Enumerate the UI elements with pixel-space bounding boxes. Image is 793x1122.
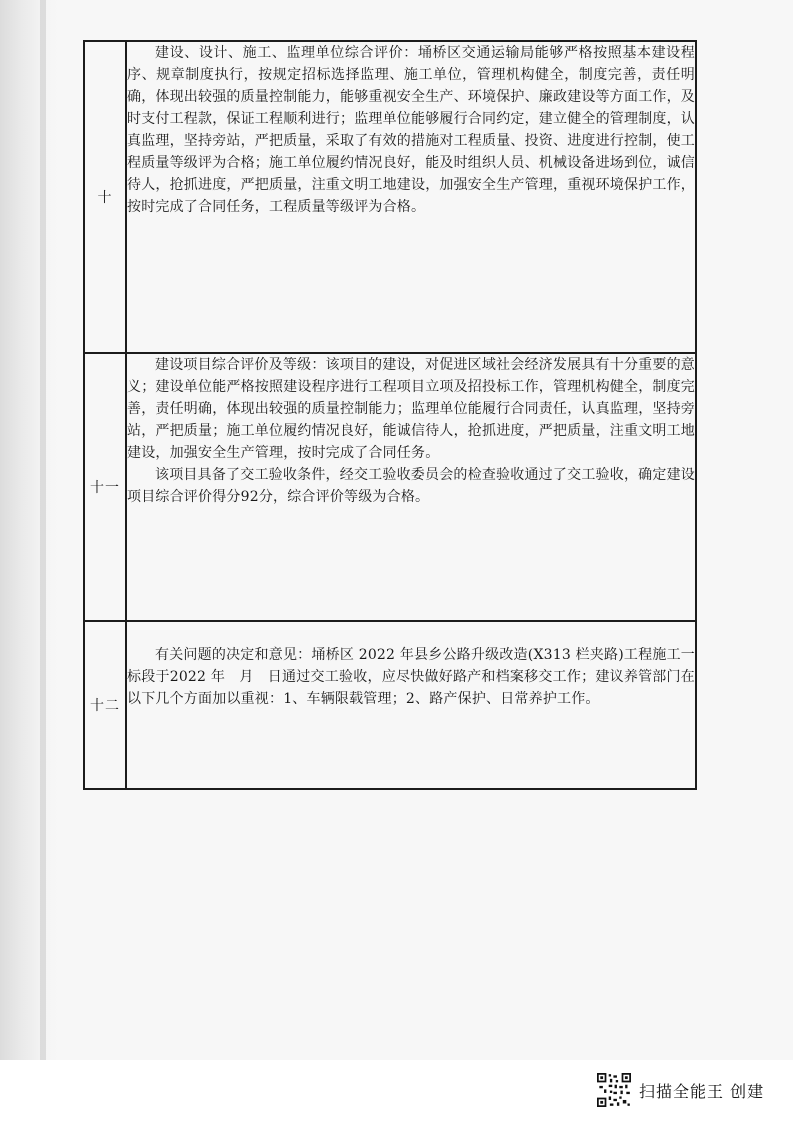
scanner-brand-text: 扫描全能王 创建 (639, 1081, 765, 1101)
paragraph: 建设、设计、施工、监理单位综合评价：埇桥区交通运输局能够严格按照基本建设程序、规章制度执行，按规定招标选择监理、施工单位，管理机构健全，制度完善，责任明确，体现出较强的质量控制能力，能够重视安全生产、环境保护、廉政建设等方面工作，及时支付工程款，保证工程顺利进行；监理单位能够履行合同约定，建立健全的管理制度，认真监理，坚持旁站，严把质量，采取了有效的措施对工程质量、投资、进度进行控制，使工程质量等级评为合格；施工单位履约情况良好，能及时组织人员、机械设备进场到位，诚信待人，抢抓进度，严把质量，注重文明工地建设，加强安全生产管理，重视环境保护工作，按时完成了合同任务，工程质量等级评为合格。 (127, 45, 695, 215)
scan-shadow-edge (0, 0, 58, 1060)
row-content (126, 353, 696, 621)
table-row (84, 621, 696, 789)
scanner-watermark (597, 1073, 764, 1107)
paragraph: 建设项目综合评价及等级：该项目的建设，对促进区域社会经济发展具有十分重要的意义；建设单位能严格按照建设程序进行工程项目立项及招投标工作，管理机构健全，制度完善，责任明确，体现出较强的质量控制能力；监理单位能履行合同责任，认真监理，坚持旁站，严把质量；施工单位履约情况良好，能诚信待人，抢抓进度，严把质量，注重文明工地建设，加强安全生产管理，按时完成了合同任务。 (127, 357, 695, 461)
evaluation-table (83, 40, 697, 790)
row-number: 十二 (84, 621, 126, 789)
binding-line (40, 0, 46, 1060)
qr-code-icon (597, 1073, 631, 1107)
paragraph: 有关问题的决定和意见：埇桥区 2022 年县乡公路升级改造(X313 栏夹路)工程施工一标段于2022 年 月 日通过交工验收，应尽快做好路产和档案移交工作；建议养管部门在以下几个方面加以重视：1、车辆限载管理；2、路产保护、日常养护工作。 (127, 647, 695, 707)
table-row (84, 41, 696, 353)
table-row (84, 353, 696, 621)
row-number: 十 (84, 41, 126, 353)
row-content (126, 41, 696, 353)
paragraph: 该项目具备了交工验收条件，经交工验收委员会的检查验收通过了交工验收，确定建设项目综合评价得分92分，综合评价等级为合格。 (127, 467, 695, 505)
row-number: 十一 (84, 353, 126, 621)
row-content (126, 621, 696, 789)
